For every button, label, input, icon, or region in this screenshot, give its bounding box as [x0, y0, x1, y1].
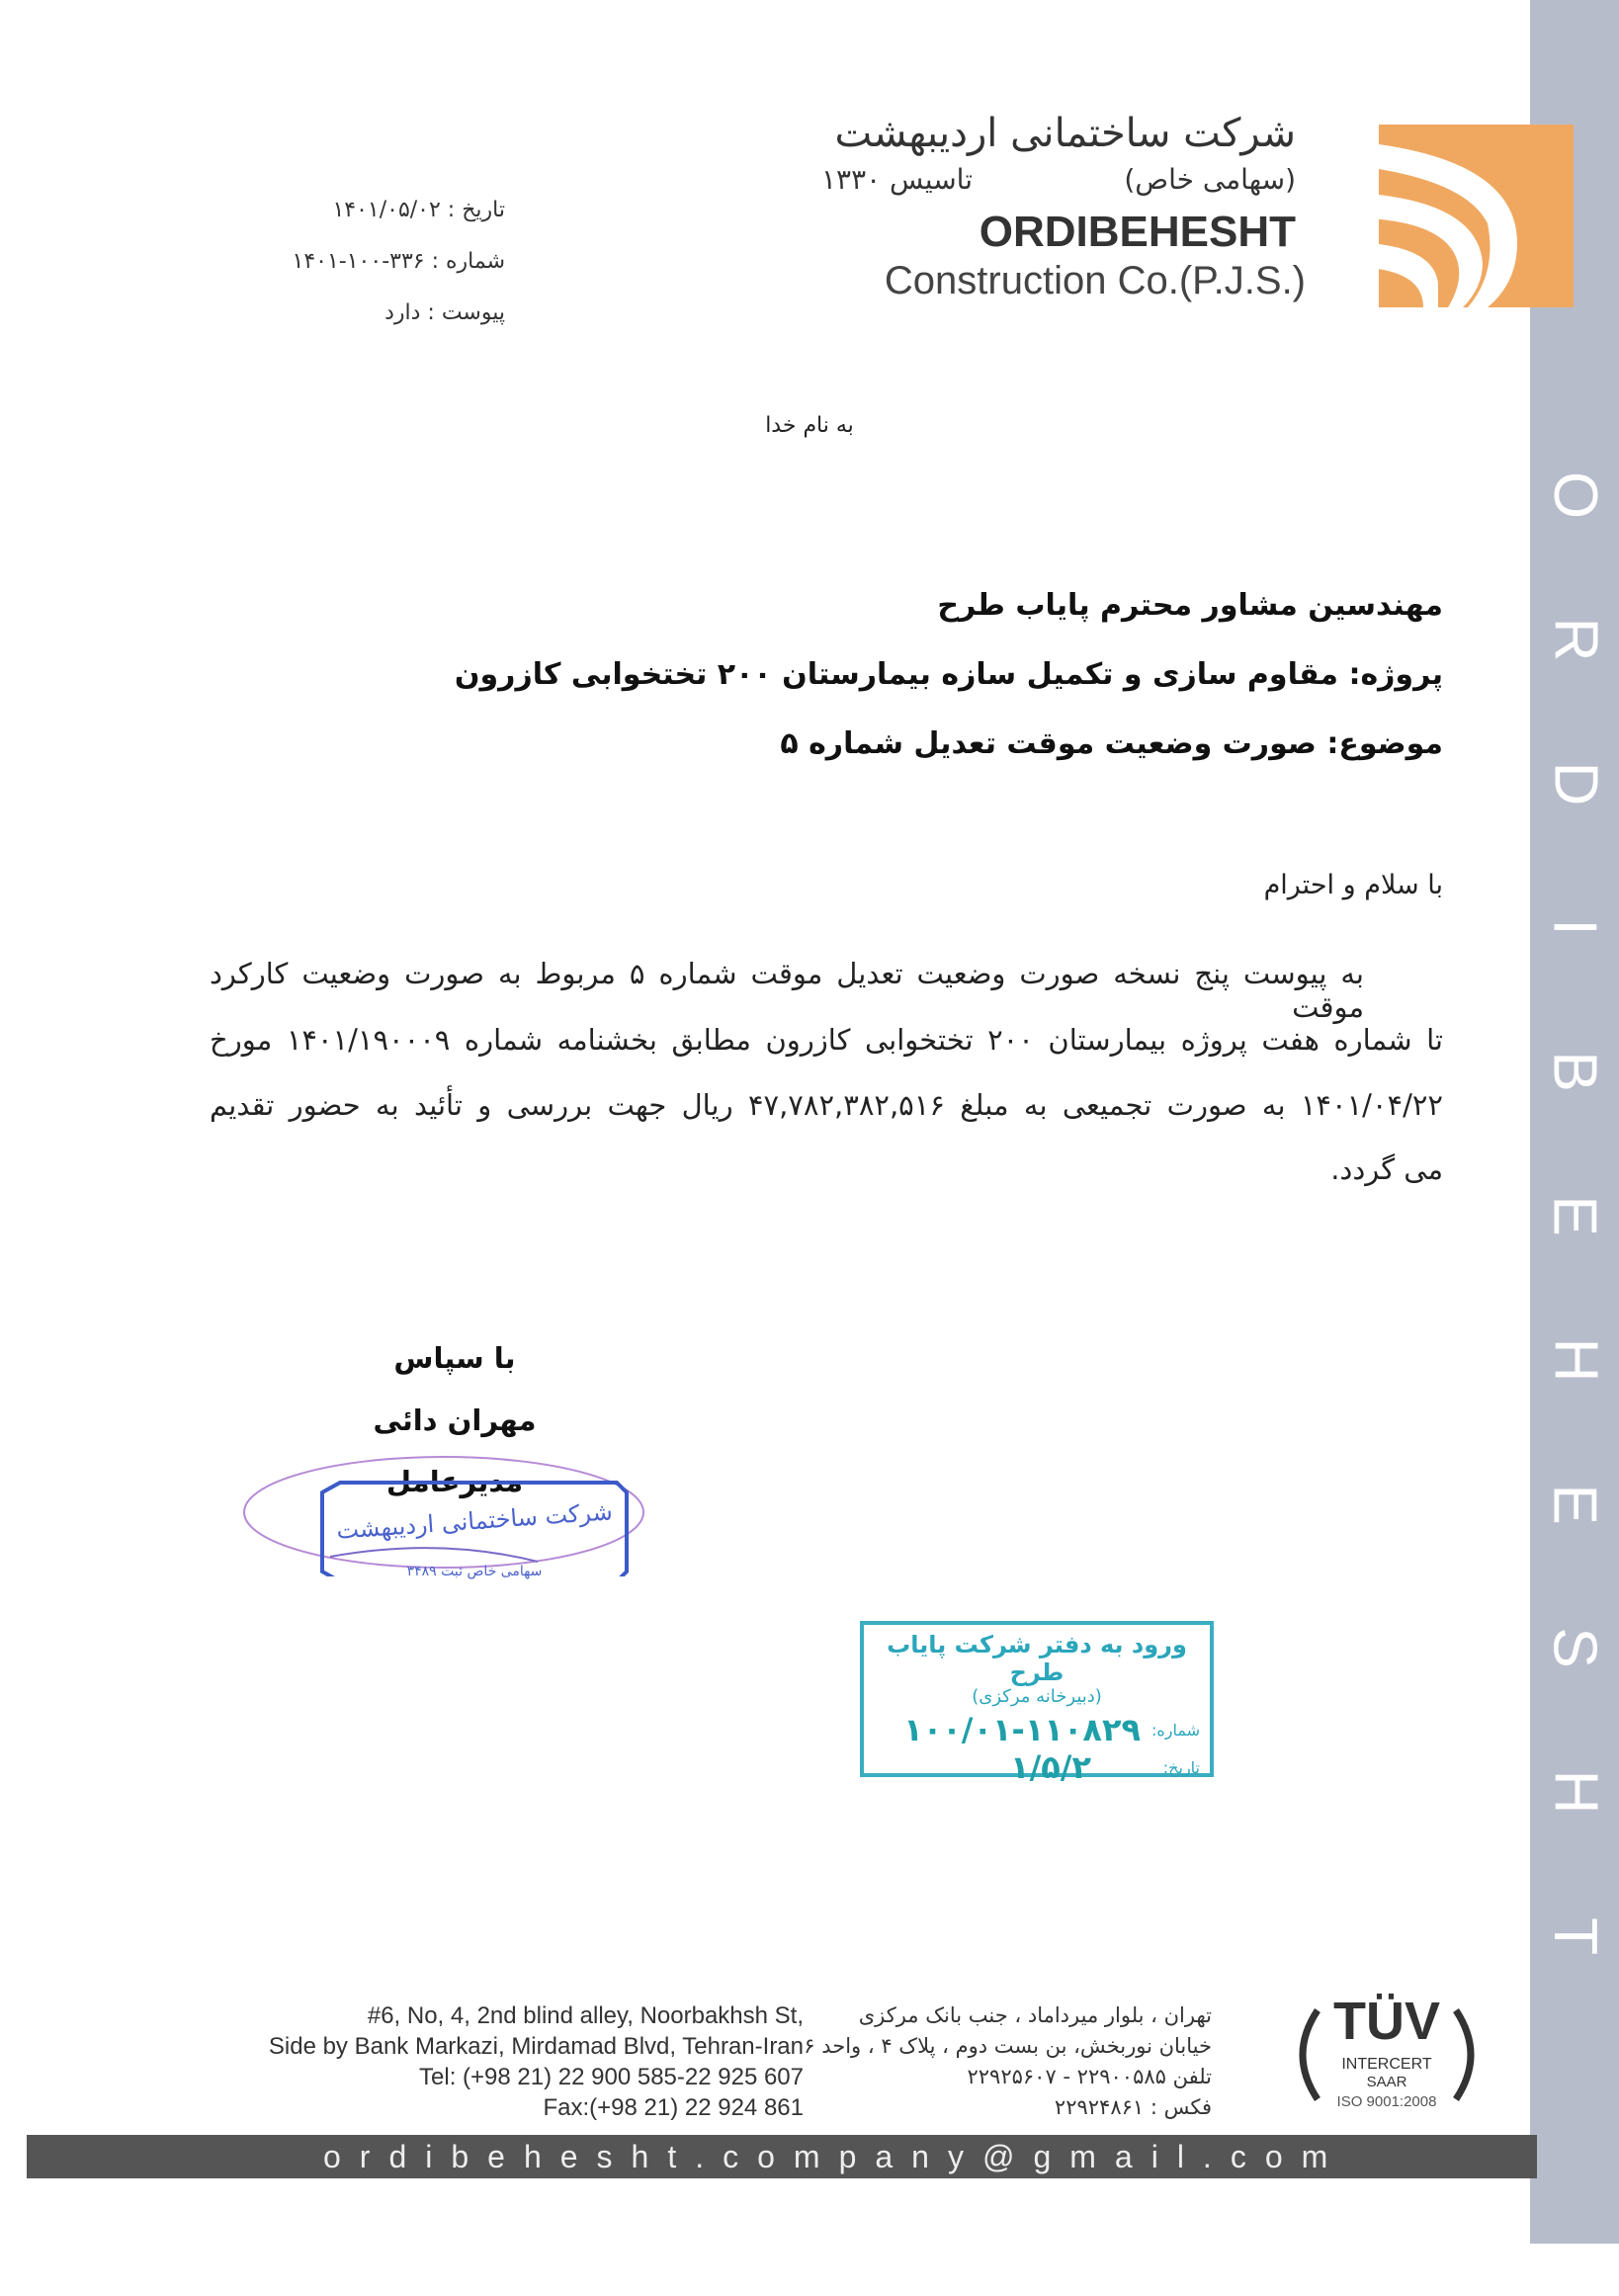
- received-date-label: تاریخ:: [1162, 1757, 1200, 1777]
- side-banner-letter: I: [1540, 918, 1609, 937]
- body-line: تا شماره هفت پروژه بیمارستان ۲۰۰ تختخوابی کازرون مطابق بخشنامه شماره ۱۴۰۱/۱۹۰۰۰۹ مورخ: [210, 1023, 1444, 1057]
- signature-closing: با سپاس: [393, 1341, 516, 1375]
- side-banner-letter: R: [1541, 617, 1609, 662]
- recipient-heading: مهندسین مشاور محترم پایاب طرح: [937, 588, 1443, 623]
- seal-stamp-text: شرکت ساختمانی اردیبهشت: [335, 1497, 614, 1545]
- received-number-label: شماره:: [1150, 1720, 1200, 1740]
- cert-name: INTERCERT: [1341, 2056, 1432, 2073]
- project-heading: پروژه: مقاوم سازی و تکمیل سازه بیمارستان ۲۰۰ تختخوابی کازرون: [454, 657, 1443, 692]
- side-banner-letter: O: [1540, 470, 1609, 520]
- side-banner-letter: B: [1540, 1051, 1609, 1092]
- address-fa-line: تهران ، بلوار میرداماد ، جنب بانک مرکزی: [858, 2003, 1212, 2027]
- basmala: به نام خدا: [765, 413, 854, 438]
- body-line: می گردد.: [1330, 1152, 1443, 1186]
- cert-iso: ISO 9001:2008: [1336, 2093, 1437, 2110]
- phone-en: Tel: (+98 21) 22 900 585-22 925 607: [419, 2064, 804, 2090]
- fax-fa: فکس : ۲۲۹۲۴۸۶۱: [1054, 2095, 1212, 2119]
- letter-attachment: پیوست : دارد: [384, 300, 505, 325]
- body-line: ۱۴۰۱/۰۴/۲۲ به صورت تجمیعی به مبلغ ۴۷,۷۸۲,۳۸۲,۵۱۶ ریال جهت بررسی و تأئید به حضور تقدیم: [210, 1088, 1443, 1122]
- company-name-en: ORDIBEHESHT: [979, 208, 1296, 256]
- company-subtitle-fa: [821, 163, 1296, 196]
- side-banner-letter: H: [1541, 1337, 1609, 1383]
- side-banner-letter: D: [1541, 761, 1609, 806]
- tuv-mark: TÜV: [1333, 1992, 1440, 2051]
- side-banner-text: [1530, 465, 1619, 1967]
- body-line: به پیوست پنج نسخه صورت وضعیت تعدیل موقت شماره ۵ مربوط به صورت وضعیت کارکرد موقت: [210, 957, 1364, 1024]
- greeting: با سلام و احترام: [1263, 870, 1443, 900]
- received-date-value: ۱/۵/۲: [1010, 1748, 1091, 1786]
- company-type-fa: (سهامی خاص): [1124, 163, 1296, 196]
- seal-stamp-subtext: سهامی خاص ثبت ۳۴۸۹: [406, 1564, 543, 1579]
- address-fa-line: خیابان نوربخش، بن بست دوم ، پلاک ۴ ، واحد ۶: [804, 2034, 1212, 2058]
- company-email: ordibehesht.company@gmail.com: [323, 2139, 1347, 2174]
- company-subtitle-en: Construction Co.(P.J.S.): [884, 259, 1306, 302]
- side-banner-letter: E: [1540, 1195, 1609, 1236]
- side-banner-letter: S: [1540, 1627, 1609, 1669]
- company-name-fa: شرکت ساختمانی اردیبهشت: [834, 111, 1296, 156]
- address-en-line: #6, No, 4, 2nd blind alley, Noorbakhsh St,: [367, 2002, 804, 2029]
- signatory-title: مدیرعامل: [385, 1465, 524, 1498]
- received-number-value: ۱۰۰/۰۱-۱۱۰۸۲۹: [903, 1711, 1141, 1748]
- side-banner-letter: H: [1541, 1769, 1609, 1815]
- received-stamp-title: ورود به دفتر شرکت پایاب طرح: [887, 1631, 1187, 1686]
- signatory-name: مهران دائی: [373, 1403, 537, 1437]
- letter-number: شماره : ۳۳۶-۱۰۰-۱۴۰۱: [292, 249, 505, 274]
- cert-sub: SAAR: [1366, 2074, 1407, 2090]
- letter-date: تاریخ : ۱۴۰۱/۰۵/۰۲: [332, 198, 505, 222]
- subject-heading: موضوع: صورت وضعیت موقت تعدیل شماره ۵: [780, 726, 1443, 761]
- side-banner-letter: T: [1541, 1917, 1609, 1955]
- founded-fa: تاسیس ۱۳۳۰: [821, 163, 973, 196]
- fax-en: Fax:(+98 21) 22 924 861: [543, 2094, 804, 2121]
- address-en-line: Side by Bank Markazi, Mirdamad Blvd, Tehran-Iran: [268, 2033, 804, 2060]
- company-logo: [1369, 125, 1574, 307]
- phone-fa: تلفن ۲۲۹۰۰۵۸۵ - ۲۲۹۲۵۶۰۷: [967, 2065, 1212, 2088]
- received-stamp: [860, 1621, 1214, 1786]
- tuv-certification-logo: [1288, 1991, 1486, 2119]
- received-stamp-subtitle: (دبیرخانه مرکزی): [972, 1686, 1102, 1707]
- side-banner-letter: E: [1540, 1483, 1609, 1525]
